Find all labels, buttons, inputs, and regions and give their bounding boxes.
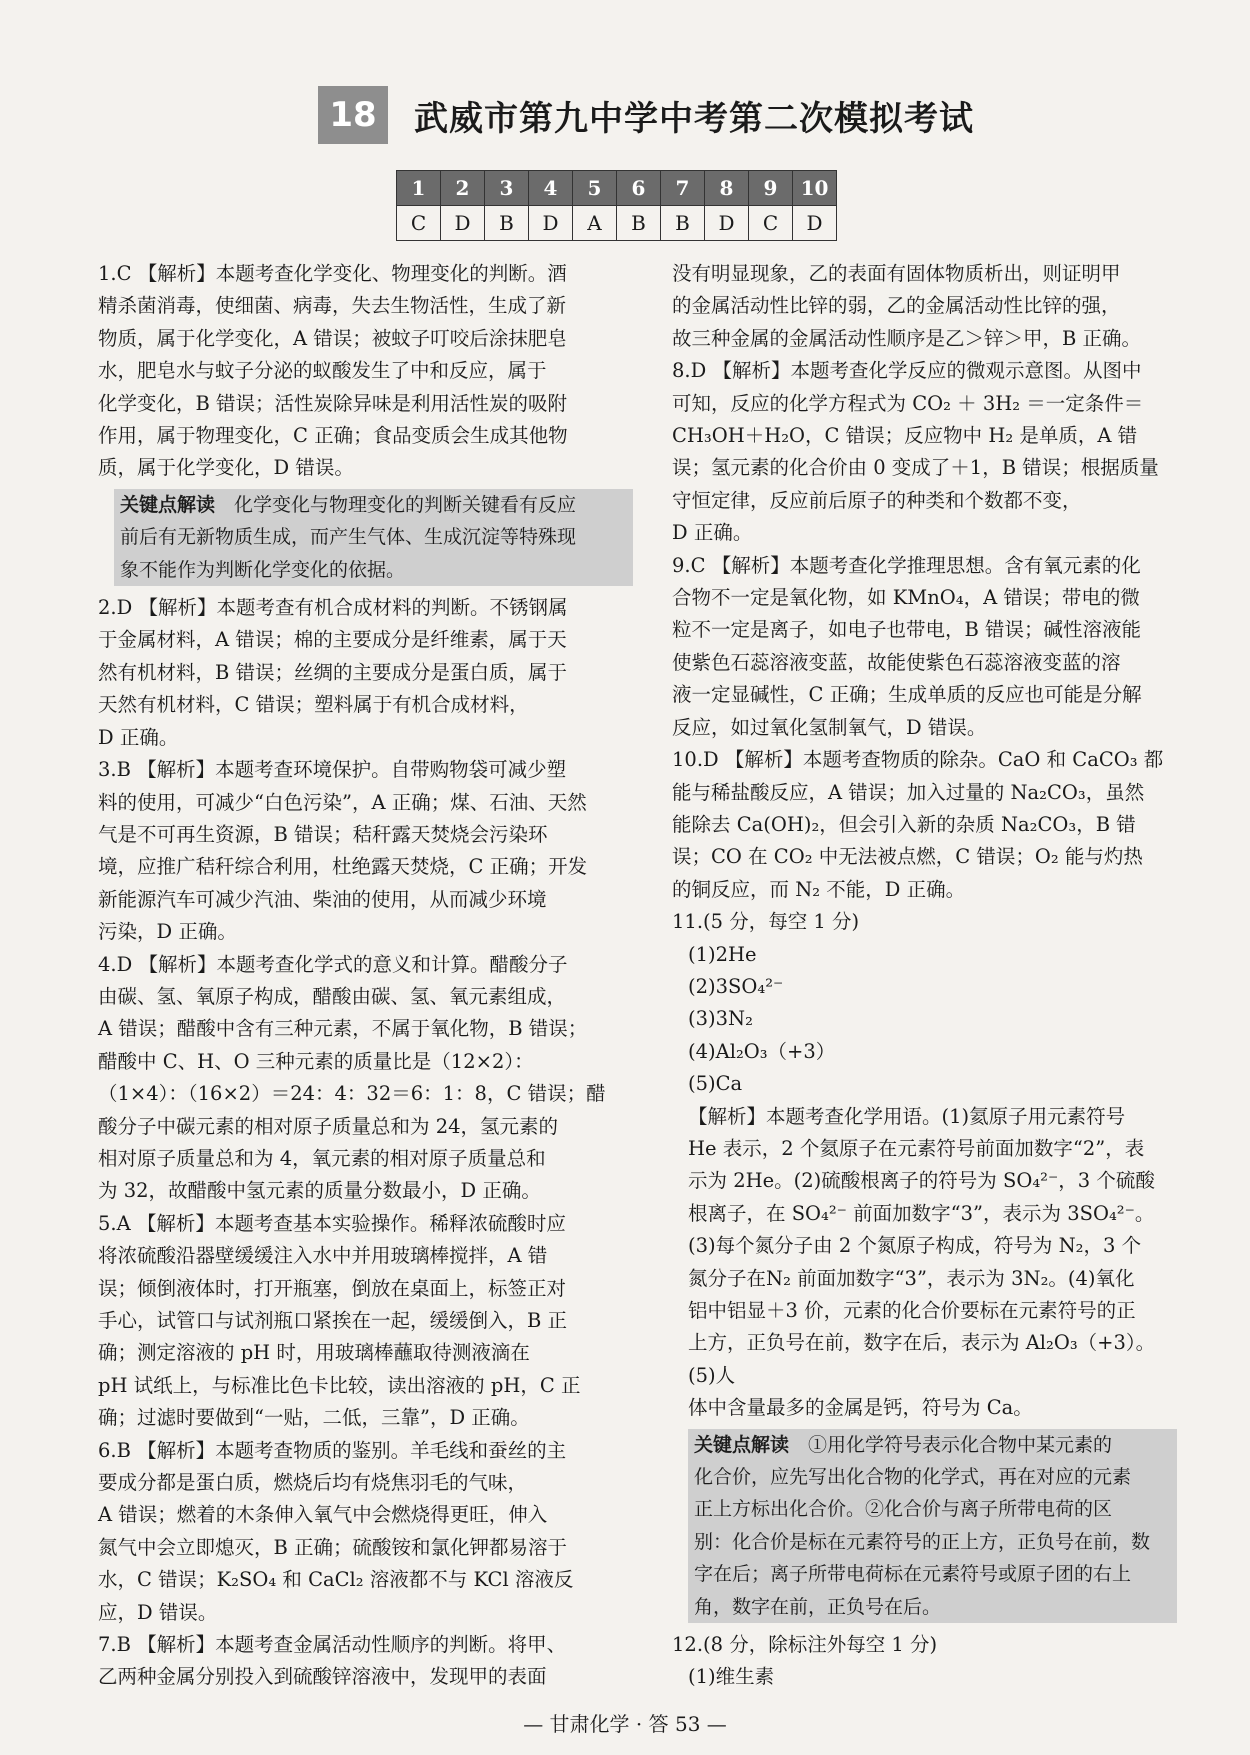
text-line: 7.B 【解析】本题考查金属活动性顺序的判断。将甲、	[98, 1633, 567, 1657]
text-line: 粒不一定是离子，如电子也带电，B 错误；碱性溶液能	[672, 618, 1142, 642]
text-line: 氮气中会立即熄灭，B 正确；硫酸铵和氯化钾都易溶于	[98, 1535, 568, 1559]
text-line: 1.C 【解析】本题考查化学变化、物理变化的判断。酒	[98, 262, 567, 285]
text-line: CH₃OH＋H₂O，C 错误；反应物中 H₂ 是单质，A 错	[672, 424, 1138, 448]
text-line: 污染，D 正确。	[98, 920, 237, 944]
text-line: 6.B 【解析】本题考查物质的鉴别。羊毛线和蚕丝的主	[98, 1438, 567, 1462]
q3-explanation	[98, 754, 633, 948]
q7-explanation-continued	[672, 258, 1177, 355]
q5-explanation	[98, 1208, 633, 1435]
text-line: 4.D 【解析】本题考查化学式的意义和计算。醋酸分子	[98, 952, 568, 976]
text-line: 使紫色石蕊溶液变蓝，故能使紫色石蕊溶液变蓝的溶	[672, 650, 1121, 674]
answer-cell: B	[485, 206, 529, 241]
text-line: 故三种金属的金属活动性顺序是乙＞锌＞甲，B 正确。	[672, 326, 1142, 350]
q1-explanation	[98, 258, 633, 485]
q12-section	[672, 1629, 1177, 1694]
text-line: 将浓硫酸沿器壁缓缓注入水中并用玻璃棒搅拌，A 错	[98, 1244, 548, 1268]
text-line: 新能源汽车可减少汽油、柴油的使用，从而减少环境	[98, 887, 547, 911]
text-line	[120, 489, 627, 521]
text-line: 于金属材料，A 错误；棉的主要成分是纤维素，属于天	[98, 628, 567, 652]
question-number: 10	[793, 171, 837, 206]
text-line: 字在后；离子所带电荷标在元素符号或原子团的右上	[694, 1563, 1132, 1586]
question-number: 6	[617, 171, 661, 206]
text-line: 为 32，故醋酸中氢元素的质量分数最小，D 正确。	[98, 1179, 541, 1203]
answer-cell: B	[661, 206, 705, 241]
text-line: pH 试纸上，与标准比色卡比较，读出溶液的 pH，C 正	[98, 1373, 581, 1397]
text-line: 手心，试管口与试剂瓶口紧挨在一起，缓缓倒入，B 正	[98, 1309, 568, 1332]
text-line: 水，C 错误；K₂SO₄ 和 CaCl₂ 溶液都不与 KCl 溶液反	[98, 1568, 574, 1592]
text-line: 8.D 【解析】本题考查化学反应的微观示意图。从图中	[672, 359, 1142, 383]
text-line: 【解析】本题考查化学用语。(1)氦原子用元素符号	[688, 1104, 1126, 1128]
text-line: 化合价，应先写出化合物的化学式，再在对应的元素	[694, 1466, 1132, 1489]
q10-explanation	[672, 744, 1177, 906]
answer-cell: D	[705, 206, 749, 241]
text-line: 酸分子中碳元素的相对原子质量总和为 24，氢元素的	[98, 1114, 559, 1138]
answer-cell: D	[441, 206, 485, 241]
q11-analysis	[688, 1101, 1177, 1425]
answer-cell: D	[793, 206, 837, 241]
text-line: 物质，属于化学变化，A 错误；被蚊子叮咬后涂抹肥皂	[98, 326, 567, 350]
question-number: 5	[573, 171, 617, 206]
text-line: 误；倾倒液体时，打开瓶塞，倒放在桌面上，标签正对	[98, 1276, 567, 1300]
q11-answer: (2)3SO₄²⁻	[688, 974, 784, 998]
text-line: D 正确。	[672, 521, 753, 545]
text-line: 上方，正负号在前，数字在后，表示为 Al₂O₃（+3）。(5)人	[688, 1331, 1156, 1387]
text-line: 角，数字在前，正负号在后。	[694, 1595, 942, 1618]
text-line: 没有明显现象，乙的表面有固体物质析出，则证明甲	[672, 262, 1121, 285]
question-number: 3	[485, 171, 529, 206]
answer-table-answers	[397, 206, 837, 241]
text-line: 应，D 错误。	[98, 1600, 218, 1624]
q2-explanation	[98, 592, 633, 754]
key-point-text: 化学变化与物理变化的判断关键看有反应	[234, 493, 577, 516]
question-number: 9	[749, 171, 793, 206]
key-point-title: 关键点解读	[120, 493, 216, 516]
q4-explanation	[98, 949, 633, 1208]
q11-answer: (5)Ca	[688, 1072, 743, 1096]
text-line: A 错误；燃着的木条伸入氧气中会燃烧得更旺，伸入	[98, 1503, 548, 1527]
text-line: 的铜反应，而 N₂ 不能，D 正确。	[672, 877, 966, 901]
key-point-box	[688, 1429, 1177, 1623]
answer-cell: C	[749, 206, 793, 241]
text-line: A 错误；醋酸中含有三种元素，不属于氧化物，B 错误；	[98, 1017, 588, 1041]
text-line: 能与稀盐酸反应，A 错误；加入过量的 Na₂CO₃，虽然	[672, 780, 1145, 804]
q12-answer: (1)维生素	[688, 1665, 775, 1689]
q11-answer: (1)2He	[688, 942, 757, 966]
q8-explanation	[672, 355, 1177, 549]
text-line: 然有机材料，B 错误；丝绸的主要成分是蛋白质，属于	[98, 660, 568, 684]
text-line: 确；测定溶液的 pH 时，用玻璃棒蘸取待测液滴在	[98, 1341, 530, 1365]
q11-heading: 11.(5 分，每空 1 分)	[672, 910, 860, 934]
text-line: 铝中铝显＋3 价，元素的化合价要标在元素符号的正	[688, 1299, 1136, 1322]
text-line: 体中含量最多的金属是钙，符号为 Ca。	[688, 1396, 1033, 1420]
text-line: He 表示，2 个氦原子在元素符号前面加数字“2”，表	[688, 1136, 1145, 1160]
q11-answer: (3)3N₂	[688, 1007, 753, 1031]
text-line: 象不能作为判断化学变化的依据。	[120, 558, 406, 581]
page-title: 武威市第九中学中考第二次模拟考试	[414, 98, 974, 139]
q7-explanation	[98, 1629, 633, 1694]
text-line: 醋酸中 C、H、O 三种元素的质量比是（12×2）：	[98, 1049, 534, 1073]
key-point-text: ①用化学符号表示化合物中某元素的	[808, 1433, 1113, 1456]
text-line: 作用，属于物理变化，C 正确；食品变质会生成其他物	[98, 424, 568, 448]
q12-heading: 12.(8 分，除标注外每空 1 分)	[672, 1633, 938, 1657]
text-line: 2.D 【解析】本题考查有机合成材料的判断。不锈钢属	[98, 596, 568, 620]
key-point-box	[114, 489, 633, 586]
text-line: 前后有无新物质生成，而产生气体、生成沉淀等特殊现	[120, 526, 577, 549]
left-column	[98, 258, 633, 1694]
text-line	[694, 1429, 1171, 1461]
text-line: 水，肥皂水与蚊子分泌的蚁酸发生了中和反应，属于	[98, 359, 547, 383]
text-line: 相对原子质量总和为 4，氧元素的相对原子质量总和	[98, 1146, 546, 1170]
text-line: 液一定显碱性，C 正确；生成单质的反应也可能是分解	[672, 683, 1142, 707]
text-line: 误；CO 在 CO₂ 中无法被点燃，C 错误；O₂ 能与灼热	[672, 845, 1143, 869]
text-line: 根离子，在 SO₄²⁻ 前面加数字“3”，表示为 3SO₄²⁻。	[688, 1201, 1155, 1225]
right-column	[672, 258, 1177, 1694]
answer-table	[396, 170, 837, 241]
text-line: 的金属活动性比锌的弱，乙的金属活动性比锌的强，	[672, 294, 1121, 318]
text-line: 由碳、氢、氧原子构成，醋酸由碳、氢、氧元素组成，	[98, 984, 567, 1008]
text-line: 氮分子在N₂ 前面加数字“3”，表示为 3N₂。(4)氧化	[688, 1266, 1135, 1290]
text-line: (3)每个氮分子由 2 个氮原子构成，符号为 N₂，3 个	[688, 1234, 1142, 1258]
text-line: 误；氢元素的化合价由 0 变成了＋1，B 错误；根据质量	[672, 456, 1159, 480]
q9-explanation	[672, 550, 1177, 744]
text-line: 可知，反应的化学方程式为 CO₂ ＋ 3H₂ ＝一定条件＝	[672, 391, 1144, 415]
text-line: 气是不可再生资源，B 错误；秸秆露天焚烧会污染环	[98, 822, 548, 846]
q6-explanation	[98, 1435, 633, 1629]
answer-cell: B	[617, 206, 661, 241]
text-line: 5.A 【解析】本题考查基本实验操作。稀释浓硫酸时应	[98, 1211, 566, 1235]
text-line: 要成分都是蛋白质，燃烧后均有烧焦羽毛的气味，	[98, 1471, 528, 1495]
question-number: 8	[705, 171, 749, 206]
key-point-title: 关键点解读	[694, 1433, 790, 1456]
q11-section	[672, 906, 1177, 1425]
text-line: 3.B 【解析】本题考查环境保护。自带购物袋可减少塑	[98, 758, 567, 782]
text-line: 精杀菌消毒，使细菌、病毒，失去生物活性，生成了新	[98, 294, 567, 318]
answer-cell: D	[529, 206, 573, 241]
answer-cell: A	[573, 206, 617, 241]
section-number: 18	[318, 86, 388, 144]
question-number: 7	[661, 171, 705, 206]
text-line: 守恒定律，反应前后原子的种类和个数都不变，	[672, 488, 1082, 512]
text-line: 乙两种金属分别投入到硫酸锌溶液中，发现甲的表面	[98, 1665, 547, 1689]
text-line: 反应，如过氧化氢制氧气，D 错误。	[672, 715, 987, 739]
page-footer: — 甘肃化学 · 答 53 —	[523, 1712, 727, 1736]
text-line: 合物不一定是氧化物，如 KMnO₄，A 错误；带电的微	[672, 586, 1140, 610]
question-number: 1	[397, 171, 441, 206]
page-header	[318, 86, 974, 144]
text-line: 天然有机材料，C 错误；塑料属于有机合成材料，	[98, 693, 529, 717]
text-line: 质，属于化学变化，D 错误。	[98, 456, 354, 480]
question-number: 2	[441, 171, 485, 206]
text-line: 确；过滤时要做到“一贴，二低，三靠”，D 正确。	[98, 1406, 530, 1430]
text-line: 正上方标出化合价。②化合价与离子所带电荷的区	[694, 1498, 1113, 1521]
text-line: 9.C 【解析】本题考查化学推理思想。含有氧元素的化	[672, 553, 1141, 577]
text-line: 别：化合价是标在元素符号的正上方，正负号在前，数	[694, 1530, 1151, 1553]
text-line: 料的使用，可减少“白色污染”，A 正确；煤、石油、天然	[98, 790, 587, 814]
answer-cell: C	[397, 206, 441, 241]
answer-table-numbers	[397, 171, 837, 206]
text-line: D 正确。	[98, 725, 179, 749]
q11-answer: (4)Al₂O₃（+3）	[688, 1039, 836, 1063]
text-line: 境，应推广秸秆综合利用，杜绝露天焚烧，C 正确；开发	[98, 855, 588, 879]
text-line: 能除去 Ca(OH)₂，但会引入新的杂质 Na₂CO₃，B 错	[672, 812, 1136, 836]
question-number: 4	[529, 171, 573, 206]
text-line: 10.D 【解析】本题考查物质的除杂。CaO 和 CaCO₃ 都	[672, 748, 1164, 772]
text-line: 化学变化，B 错误；活性炭除异味是利用活性炭的吸附	[98, 391, 568, 415]
text-line: （1×4）：（16×2）＝24：4：32＝6：1：8，C 错误；醋	[98, 1082, 606, 1106]
text-line: 示为 2He。(2)硫酸根离子的符号为 SO₄²⁻，3 个硫酸	[688, 1169, 1155, 1193]
